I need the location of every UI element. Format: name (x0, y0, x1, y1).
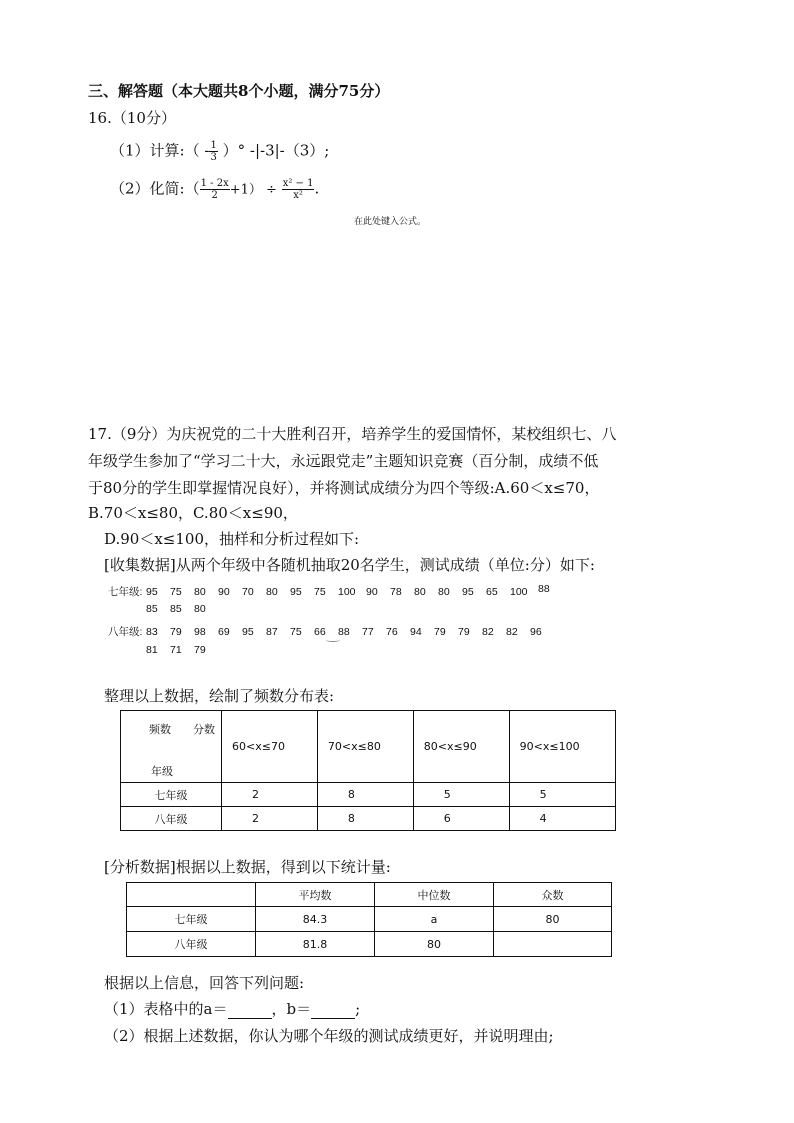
freq-header-cell: 90<x≤100 (509, 711, 615, 783)
q16-part1-frac-sign: - (204, 141, 210, 160)
frac-denominator: x² (293, 190, 303, 201)
score: 78 (390, 586, 402, 598)
score: 88 (338, 626, 350, 638)
score: 98 (194, 626, 206, 638)
freq-cell: 6 (413, 807, 509, 831)
frac-denominator: 2 (211, 190, 218, 201)
q17-part1-prefix: （1）表格中的a＝ (104, 1000, 228, 1018)
answer-blank-a[interactable] (228, 1004, 272, 1019)
score: 95 (242, 626, 254, 638)
score: 65 (486, 586, 498, 598)
frac-numerator: x² − 1 (282, 178, 314, 189)
stats-header-row (127, 883, 612, 907)
organize-data-title: 整理以上数据，绘制了频数分布表: (104, 687, 335, 705)
q16-part2-fraction1 (200, 178, 230, 201)
score: 100 (510, 586, 528, 598)
freq-header-row (121, 711, 616, 783)
score: 94 (410, 626, 422, 638)
score: 76 (386, 626, 398, 638)
freq-cell: 5 (413, 783, 509, 807)
score: 75 (170, 586, 182, 598)
stats-row-label: 七年级 (127, 907, 256, 932)
score: 82 (506, 626, 518, 638)
freq-row (121, 783, 616, 807)
stats-cell: 80 (494, 907, 612, 932)
freq-header-cell: 80<x≤90 (413, 711, 509, 783)
freq-row-label: 八年级 (121, 807, 222, 831)
stats-header-cell (127, 883, 256, 907)
q16-part2-fraction2 (282, 178, 315, 201)
score: 85 (146, 603, 158, 615)
collect-data-title: [收集数据]从两个年级中各随机抽取20名学生，测试成绩（单位:分）如下: (104, 556, 595, 574)
score: 79 (170, 626, 182, 638)
q16-part1-prefix: （1）计算:（ (110, 141, 200, 160)
score: 75 (314, 586, 326, 598)
frequency-table (120, 710, 616, 831)
score: 83 (146, 626, 158, 638)
score: 100 (338, 586, 356, 598)
q17-intro-line-5: D.90＜x≤100，抽样和分析过程如下: (104, 530, 360, 548)
q16-part2-middle: +1） ÷ (229, 182, 277, 198)
score: 80 (414, 586, 426, 598)
score: 79 (434, 626, 446, 638)
frac-denominator: 3 (210, 152, 217, 163)
freq-header-cell: 70<x≤80 (317, 711, 413, 783)
q16-part2-prefix: （2）化简:（ (110, 179, 200, 198)
score: 95 (146, 586, 158, 598)
stats-row (127, 907, 612, 932)
freq-cell: 4 (509, 807, 615, 831)
freq-cell: 5 (509, 783, 615, 807)
q17-part2: （2）根据上述数据，你认为哪个年级的测试成绩更好，并说明理由; (104, 1027, 554, 1045)
freq-header-cell: 60<x≤70 (222, 711, 318, 783)
q17-intro-line-4: B.70＜x≤80，C.80＜x≤90， (88, 504, 298, 522)
score: 80 (266, 586, 278, 598)
score: 80 (438, 586, 450, 598)
score: 96 (530, 626, 542, 638)
stats-header-cell: 中位数 (375, 883, 494, 907)
q16-part2-suffix: . (314, 179, 320, 198)
score: 79 (194, 644, 206, 656)
stats-cell: a (375, 907, 494, 932)
score: 85 (170, 603, 182, 615)
corner-top-left: 频数 (149, 723, 171, 736)
freq-cell: 8 (317, 783, 413, 807)
section-heading: 三、解答题（本大题共8个小题，满分75分） (88, 82, 390, 100)
score: 80 (194, 586, 206, 598)
q16-part1-fraction (209, 140, 217, 163)
stats-cell: 84.3 (256, 907, 375, 932)
score: 70 (242, 586, 254, 598)
questions-intro: 根据以上信息，回答下列问题: (104, 974, 305, 992)
grade7-label: 七年级: (108, 586, 143, 598)
score: 95 (290, 586, 302, 598)
freq-row-label: 七年级 (121, 783, 222, 807)
grade8-scores-row1 (108, 624, 554, 639)
q17-intro-line-1: 17.（9分）为庆祝党的二十大胜利召开，培养学生的爱国情怀，某校组织七、八 (88, 425, 617, 443)
stats-header-cell: 众数 (494, 883, 612, 907)
text-cursor-mark (326, 638, 340, 642)
freq-cell: 8 (317, 807, 413, 831)
score: 90 (218, 586, 230, 598)
frac-numerator: 1 (210, 140, 217, 151)
score: 82 (482, 626, 494, 638)
q17-intro-line-3: 于80分的学生即掌握情况良好），并将测试成绩分为四个等级:A.60＜x≤70， (88, 479, 600, 497)
grade7-scores-row1 (108, 583, 550, 599)
q17-intro-line-2: 年级学生参加了“学习二十大，永远跟党走”主题知识竞赛（百分制，成绩不低 (88, 452, 599, 470)
stats-header-cell: 平均数 (256, 883, 375, 907)
equation-placeholder[interactable]: 在此处键入公式。 (354, 217, 427, 227)
q17-part1-middle: ，b＝ (271, 1000, 312, 1018)
statistics-table (126, 882, 612, 957)
q16-part1 (110, 140, 329, 163)
score: 81 (146, 644, 158, 656)
stats-cell (494, 932, 612, 957)
q16-part2 (110, 178, 319, 201)
q17-part1 (104, 999, 360, 1019)
grade7-scores-row2 (146, 603, 218, 615)
stats-row (127, 932, 612, 957)
score: 71 (170, 644, 182, 656)
score: 66 (314, 626, 326, 638)
score: 77 (362, 626, 374, 638)
score: 75 (290, 626, 302, 638)
q16-label: 16.（10分） (88, 109, 176, 127)
grade8-label: 八年级: (108, 626, 143, 638)
freq-cell: 2 (222, 783, 318, 807)
freq-corner-cell (121, 711, 222, 783)
answer-blank-b[interactable] (311, 1004, 355, 1019)
stats-cell: 80 (375, 932, 494, 957)
score: 95 (462, 586, 474, 598)
frac-numerator: 1 - 2x (200, 178, 229, 189)
q16-part1-suffix: ）° -|-3|-（3）; (222, 141, 330, 160)
q17-part1-suffix: ; (355, 1000, 361, 1018)
score: 90 (366, 586, 378, 598)
score: 69 (218, 626, 230, 638)
score: 79 (458, 626, 470, 638)
corner-bottom: 年级 (151, 765, 173, 778)
corner-top-right: 分数 (193, 723, 215, 736)
score: 80 (194, 603, 206, 615)
score: 87 (266, 626, 278, 638)
grade8-scores-row2 (146, 644, 218, 656)
freq-cell: 2 (222, 807, 318, 831)
analyze-data-title: [分析数据]根据以上数据，得到以下统计量: (104, 858, 391, 876)
score: 88 (538, 583, 550, 595)
freq-row (121, 807, 616, 831)
stats-cell: 81.8 (256, 932, 375, 957)
stats-row-label: 八年级 (127, 932, 256, 957)
